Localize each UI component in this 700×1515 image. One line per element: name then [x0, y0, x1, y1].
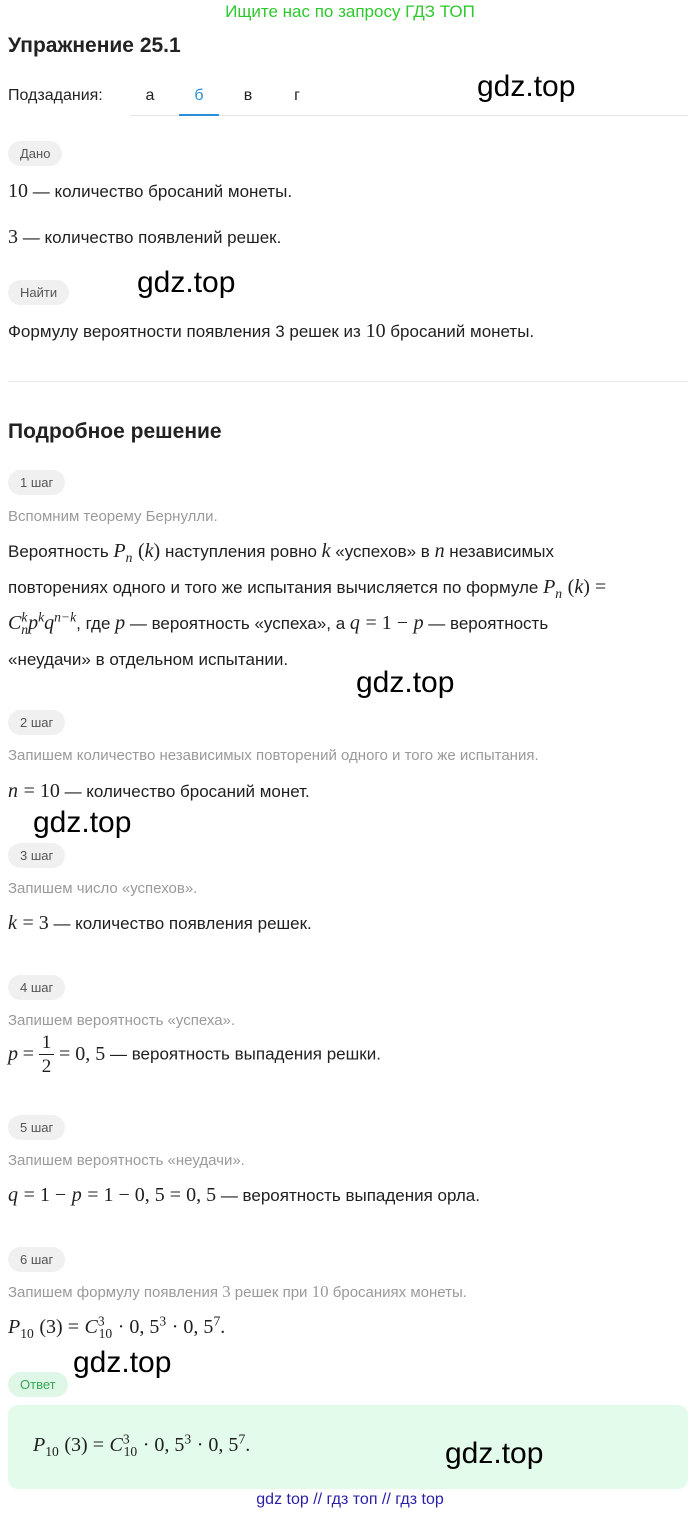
answer-badge: Ответ	[8, 1372, 68, 1397]
step-6-formula: $P_{10}$ $(3) = C^3_{10} \cdot 0$, $5^3 \cdot 0$, $5^7$.	[8, 1313, 226, 1341]
solution-title: Подробное решение	[8, 420, 222, 443]
footer-links: gdz top // гдз топ // гдз top	[256, 1491, 444, 1508]
given-count-heads: 3	[8, 226, 18, 248]
divider	[8, 381, 688, 382]
tab-a[interactable]: а	[145, 87, 155, 104]
step-4-hint: Запишем вероятность «успеха».	[8, 1012, 236, 1029]
given-line-2: 3 — количество появлений решек.	[8, 226, 282, 248]
step-1-line-3: $C^k_np^kq^{n-k}$, где p — вероятность «успеха», а q = 1 − p — вероятность	[8, 609, 549, 637]
given-line-1: 10 — количество бросаний монеты.	[8, 180, 293, 202]
step-5-formula: q = 1 − p = 1 − 0, 5 = 0, 5 — вероятность выпадения орла.	[8, 1184, 480, 1206]
step-1-hint: Вспомним теорему Бернулли.	[8, 508, 218, 525]
top-banner: Ищите нас по запросу ГДЗ ТОП	[225, 2, 475, 21]
step-1-line-2: повторениях одного и того же испытания вычисляется по формуле $P_n$ (k) =	[8, 576, 607, 601]
step-3-hint: Запишем число «успехов».	[8, 880, 198, 897]
step-3-formula: k = 3 — количество появления решек.	[8, 912, 312, 934]
watermark: gdz.top	[73, 1346, 172, 1379]
tab-v[interactable]: в	[243, 87, 253, 104]
watermark: gdz.top	[137, 266, 236, 299]
step-1-line-4: «неудачи» в отдельном испытании.	[8, 650, 289, 669]
page-title: Упражнение 25.1	[8, 34, 181, 57]
step-5-badge: 5 шаг	[8, 1115, 65, 1140]
watermark: gdz.top	[477, 70, 576, 103]
step-6-badge: 6 шаг	[8, 1247, 65, 1272]
step-6-hint: Запишем формулу появления 3 решек при 10 бросаниях монеты.	[8, 1282, 467, 1301]
watermark: gdz.top	[33, 806, 132, 839]
subtask-tabs	[130, 77, 688, 116]
step-1-line-1: Вероятность $P_n$ (k) наступления ровно k «успехов» в n независимых	[8, 540, 554, 565]
subtasks-label: Подзадания:	[8, 87, 103, 104]
step-5-hint: Запишем вероятность «неудачи».	[8, 1152, 245, 1169]
find-text: Формулу вероятности появления 3 решек из 10 бросаний монеты.	[8, 320, 535, 342]
step-2-formula: n = 10 — количество бросаний монет.	[8, 780, 310, 802]
step-2-badge: 2 шаг	[8, 710, 65, 735]
find-badge: Найти	[8, 280, 69, 305]
step-1-badge: 1 шаг	[8, 470, 65, 495]
step-4-badge: 4 шаг	[8, 975, 65, 1000]
given-badge: Дано	[8, 141, 62, 166]
watermark: gdz.top	[356, 666, 455, 699]
watermark: gdz.top	[445, 1437, 544, 1470]
step-3-badge: 3 шаг	[8, 843, 65, 868]
step-2-hint: Запишем количество независимых повторений одного и того же испытания.	[8, 747, 539, 764]
given-count-tosses: 10	[8, 180, 28, 202]
answer-formula: $P_{10}$ $(3) = C^3_{10} \cdot 0$, $5^3 \cdot 0$, $5^7$.	[33, 1431, 251, 1459]
tab-b[interactable]: б	[179, 77, 219, 116]
step-4-formula: p = $\frac{1}{2}$ = 0, 5 — вероятность выпадения решки.	[8, 1032, 381, 1077]
tab-g[interactable]: г	[294, 87, 300, 104]
